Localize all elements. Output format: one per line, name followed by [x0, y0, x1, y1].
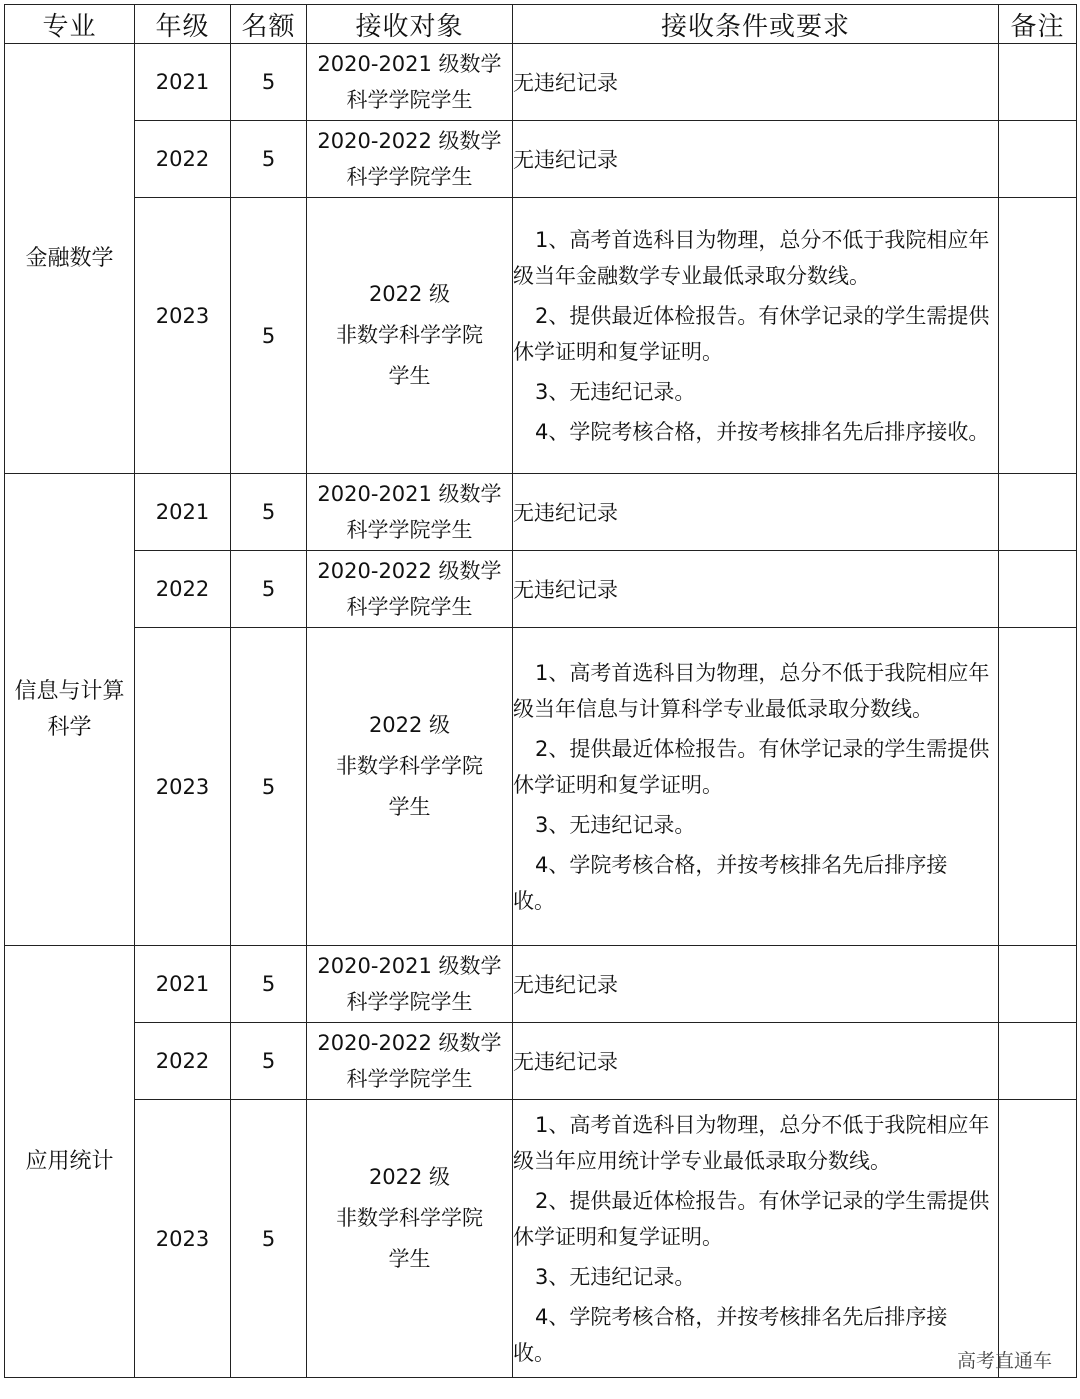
remarks-cell	[999, 44, 1077, 121]
table-row	[5, 628, 1077, 946]
major-cell: 信息与计算科学	[5, 474, 135, 946]
target-cell: 2020-2022 级数学 科学学院学生	[307, 121, 513, 198]
quota-cell: 5	[231, 628, 307, 946]
table-row	[5, 121, 1077, 198]
remarks-cell	[999, 1100, 1077, 1378]
quota-cell: 5	[231, 946, 307, 1023]
condition-item: 1、高考首选科目为物理，总分不低于我院相应年级当年金融数学专业最低录取分数线。	[513, 227, 990, 288]
condition-item: 2、提供最近体检报告。有休学记录的学生需提供休学证明和复学证明。	[513, 303, 990, 364]
condition-item: 4、学院考核合格，并按考核排名先后排序接收。	[535, 419, 990, 444]
grade-cell: 2023	[135, 628, 231, 946]
remarks-cell	[999, 474, 1077, 551]
header-target: 接收对象	[307, 5, 513, 44]
table-row	[5, 551, 1077, 628]
table-header-row	[5, 5, 1077, 44]
grade-cell: 2021	[135, 44, 231, 121]
quota-cell: 5	[231, 1023, 307, 1100]
header-quota: 名额	[231, 5, 307, 44]
admission-table	[4, 4, 1077, 1378]
target-cell: 2022 级 非数学科学学院 学生	[307, 1100, 513, 1378]
remarks-cell	[999, 198, 1077, 474]
condition-cell: 无违纪记录	[513, 121, 999, 198]
grade-cell: 2021	[135, 474, 231, 551]
grade-cell: 2022	[135, 551, 231, 628]
grade-cell: 2023	[135, 1100, 231, 1378]
quota-cell: 5	[231, 1100, 307, 1378]
condition-item: 3、无违纪记录。	[535, 379, 696, 404]
header-conditions: 接收条件或要求	[513, 5, 999, 44]
grade-cell: 2022	[135, 1023, 231, 1100]
table-row	[5, 44, 1077, 121]
condition-item: 4、学院考核合格，并按考核排名先后排序接收。	[513, 852, 948, 913]
header-major: 专业	[5, 5, 135, 44]
condition-item: 1、高考首选科目为物理，总分不低于我院相应年级当年信息与计算科学专业最低录取分数线。	[513, 660, 990, 721]
remarks-cell	[999, 946, 1077, 1023]
target-cell: 2020-2021 级数学 科学学院学生	[307, 474, 513, 551]
condition-cell: 无违纪记录	[513, 474, 999, 551]
table-row	[5, 946, 1077, 1023]
condition-cell: 无违纪记录	[513, 946, 999, 1023]
conditions-cell	[513, 628, 999, 946]
header-remarks: 备注	[999, 5, 1077, 44]
condition-item: 4、学院考核合格，并按考核排名先后排序接收。	[513, 1304, 948, 1365]
conditions-cell	[513, 1100, 999, 1378]
remarks-cell	[999, 551, 1077, 628]
remarks-cell	[999, 121, 1077, 198]
quota-cell: 5	[231, 198, 307, 474]
conditions-cell	[513, 198, 999, 474]
remarks-cell	[999, 1023, 1077, 1100]
condition-item: 3、无违纪记录。	[535, 812, 696, 837]
table-row	[5, 1023, 1077, 1100]
remarks-cell	[999, 628, 1077, 946]
condition-item: 2、提供最近体检报告。有休学记录的学生需提供休学证明和复学证明。	[513, 1188, 990, 1249]
condition-cell: 无违纪记录	[513, 1023, 999, 1100]
condition-cell: 无违纪记录	[513, 551, 999, 628]
condition-item: 3、无违纪记录。	[535, 1264, 696, 1289]
target-cell: 2020-2022 级数学 科学学院学生	[307, 1023, 513, 1100]
condition-item: 2、提供最近体检报告。有休学记录的学生需提供休学证明和复学证明。	[513, 736, 990, 797]
target-cell: 2022 级 非数学科学学院 学生	[307, 198, 513, 474]
target-cell: 2022 级 非数学科学学院 学生	[307, 628, 513, 946]
target-cell: 2020-2022 级数学 科学学院学生	[307, 551, 513, 628]
major-cell: 应用统计	[5, 946, 135, 1378]
table-row	[5, 1100, 1077, 1378]
grade-cell: 2021	[135, 946, 231, 1023]
grade-cell: 2023	[135, 198, 231, 474]
major-cell: 金融数学	[5, 44, 135, 474]
condition-cell: 无违纪记录	[513, 44, 999, 121]
quota-cell: 5	[231, 121, 307, 198]
watermark: 高考直通车	[956, 1350, 1052, 1372]
table-row	[5, 198, 1077, 474]
target-cell: 2020-2021 级数学 科学学院学生	[307, 44, 513, 121]
quota-cell: 5	[231, 551, 307, 628]
condition-item: 1、高考首选科目为物理，总分不低于我院相应年级当年应用统计学专业最低录取分数线。	[513, 1112, 990, 1173]
header-grade: 年级	[135, 5, 231, 44]
quota-cell: 5	[231, 474, 307, 551]
grade-cell: 2022	[135, 121, 231, 198]
table-row	[5, 474, 1077, 551]
quota-cell: 5	[231, 44, 307, 121]
target-cell: 2020-2021 级数学 科学学院学生	[307, 946, 513, 1023]
